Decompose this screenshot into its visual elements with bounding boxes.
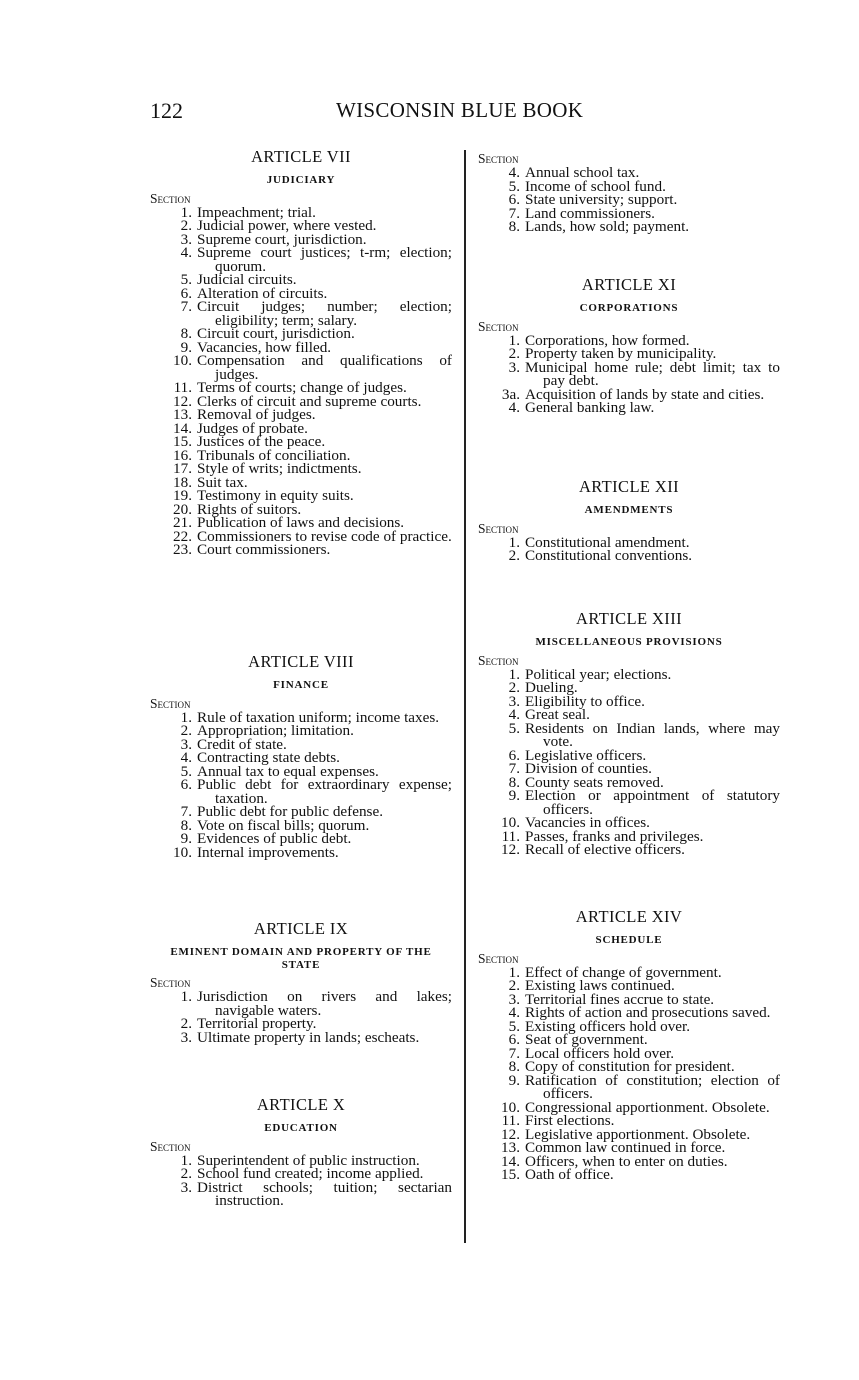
section-text: Legislative apportionment. Obsolete. <box>525 1125 751 1143</box>
section-text: Judges of probate. <box>197 419 308 437</box>
section-text: Vacancies, how filled. <box>197 338 332 356</box>
section-list <box>478 963 780 1183</box>
section-text: Officers, when to enter on duties. <box>525 1152 728 1170</box>
section-text: Recall of elective officers. <box>525 841 685 858</box>
section-label: Section <box>150 695 191 711</box>
article-block-article-xiii <box>478 610 780 857</box>
section-text: Circuit court, jurisdiction. <box>197 325 355 342</box>
section-number: 10. <box>501 1098 520 1116</box>
section-list <box>478 166 780 234</box>
section-number: 3. <box>180 230 192 248</box>
section-text: Copy of constitution for president. <box>525 1058 735 1075</box>
section-text: Division of counties. <box>525 760 652 777</box>
section-number: 16. <box>173 446 192 464</box>
section-number: 11. <box>501 827 520 845</box>
section-text: Public debt for public defense. <box>197 803 383 820</box>
article-block-article-xi <box>478 276 780 415</box>
section-number: 1. <box>180 203 192 221</box>
section-text: Great seal. <box>525 706 590 723</box>
section-text: Rights of action and prosecutions saved. <box>525 1004 771 1021</box>
section-text: Constitutional conventions. <box>525 547 693 564</box>
section-number: 11. <box>501 1112 520 1129</box>
section-number: 2. <box>180 722 192 739</box>
section-text: Alteration of circuits. <box>197 284 328 302</box>
section-text: Seat of government. <box>525 1031 648 1048</box>
section-label: Section <box>478 318 519 334</box>
article-subtitle: MISCELLANEOUS PROVISIONS <box>535 636 723 648</box>
section-text: Rule of taxation uniform; income taxes. <box>197 708 440 726</box>
article-title: ARTICLE VIII <box>248 652 354 671</box>
section-number: 4. <box>180 749 192 766</box>
section-number: 7. <box>508 1044 520 1062</box>
section-item <box>478 1098 780 1116</box>
section-text: Ultimate property in lands; escheats. <box>197 1028 420 1046</box>
section-number: 3. <box>180 735 192 753</box>
section-number: 20. <box>173 500 192 518</box>
section-item <box>478 549 780 563</box>
section-number: 15. <box>173 433 192 450</box>
article-subtitle: SCHEDULE <box>595 934 663 946</box>
section-number: 1. <box>180 1151 192 1169</box>
section-number: 8. <box>180 816 192 834</box>
section-number: 8. <box>508 773 520 791</box>
section-text: Supreme court, jurisdiction. <box>197 230 367 248</box>
section-number: 11. <box>173 379 192 396</box>
section-text: Ratification of constitution; election of officers. <box>525 1071 780 1102</box>
section-number: 1. <box>508 331 520 349</box>
section-text: Supreme court justices; t‐rm; election; quorum. <box>197 244 452 275</box>
section-item <box>478 692 780 710</box>
section-item <box>150 1028 452 1046</box>
section-text: Corporations, how formed. <box>525 331 690 349</box>
section-number: 1. <box>508 665 520 683</box>
section-text: State university; support. <box>525 191 678 208</box>
section-list <box>150 1151 452 1209</box>
section-text: Effect of change of government. <box>525 963 722 981</box>
section-number: 7. <box>508 204 520 222</box>
section-text: Publication of laws and decisions. <box>197 514 405 531</box>
section-item <box>478 665 780 683</box>
section-text: Removal of judges. <box>197 406 316 423</box>
section-number: 1. <box>180 708 192 726</box>
section-number: 9. <box>180 830 192 847</box>
article-block-article-xiv <box>478 908 780 1182</box>
section-text: Income of school fund. <box>525 177 666 195</box>
section-number: 10. <box>173 352 192 369</box>
section-text: Justices of the peace. <box>197 433 326 450</box>
section-text: County seats removed. <box>525 773 664 791</box>
section-number: 3. <box>508 692 520 710</box>
section-list <box>478 331 780 416</box>
article-subtitle: CORPORATIONS <box>579 302 679 314</box>
section-label: Section <box>478 520 519 536</box>
section-text: Credit of state. <box>197 735 287 753</box>
section-text: Appropriation; limitation. <box>197 722 354 739</box>
section-number: 12. <box>173 392 192 410</box>
section-number: 1. <box>180 988 192 1005</box>
section-number: 13. <box>501 1139 520 1156</box>
article-block-article-ix <box>150 920 452 1044</box>
section-item <box>150 462 452 476</box>
section-number: 21. <box>173 514 192 531</box>
section-item <box>478 1152 780 1170</box>
section-text: Commissioners to revise code of practice. <box>197 527 452 545</box>
section-text: Public debt for extraordinary expense; taxation. <box>197 776 452 807</box>
section-text: Legislative officers. <box>525 746 647 764</box>
article-title: ARTICLE XIV <box>575 907 683 926</box>
section-number: 19. <box>173 487 192 504</box>
section-text: District schools; tuition; sectarian instruction. <box>197 1178 452 1209</box>
section-number: 12. <box>501 841 520 858</box>
section-number: 13. <box>173 406 192 423</box>
article-subtitle: JUDICIARY <box>266 174 336 186</box>
section-text: Territorial fines accrue to state. <box>525 990 715 1008</box>
section-number: 22. <box>173 527 192 545</box>
article-block-continued <box>478 152 780 234</box>
section-text: Annual tax to equal expenses. <box>197 762 379 780</box>
section-number: 6. <box>508 746 520 764</box>
section-item <box>150 489 452 503</box>
article-block-article-xii <box>478 478 780 563</box>
section-item <box>150 724 452 738</box>
section-text: Judicial circuits. <box>197 271 297 288</box>
section-text: Tribunals of conciliation. <box>197 446 351 464</box>
section-item <box>150 778 452 805</box>
section-item <box>150 1178 452 1209</box>
section-label: Section <box>150 1138 191 1154</box>
section-number: 2. <box>508 547 520 564</box>
section-text: Rights of suitors. <box>197 500 302 518</box>
section-text: Municipal home rule; debt limit; tax to pay debt. <box>525 358 780 389</box>
section-number: 6. <box>180 776 192 793</box>
section-number: 9. <box>180 338 192 356</box>
section-number: 18. <box>173 473 192 491</box>
section-number: 6. <box>508 191 520 208</box>
section-number: 2. <box>508 977 520 994</box>
section-label: Section <box>150 190 191 206</box>
section-text: Local officers hold over. <box>525 1044 675 1062</box>
section-item <box>150 990 452 1017</box>
article-block-article-x <box>150 1096 452 1208</box>
section-number: 6. <box>180 284 192 302</box>
section-text: Vacancies in offices. <box>525 814 650 831</box>
section-item <box>150 843 452 861</box>
section-text: Political year; elections. <box>525 665 672 683</box>
article-subtitle: AMENDMENTS <box>584 504 674 516</box>
section-label: Section <box>150 975 191 990</box>
section-list <box>150 708 452 861</box>
section-item <box>478 220 780 234</box>
section-text: Common law continued in force. <box>525 1139 726 1156</box>
section-number: 4. <box>180 244 192 261</box>
section-number: 9. <box>508 1071 520 1089</box>
section-text: Territorial property. <box>197 1015 317 1032</box>
page-header <box>150 98 600 128</box>
section-number: 2. <box>508 345 520 362</box>
section-number: 4. <box>508 164 520 181</box>
section-number: 6. <box>508 1031 520 1048</box>
section-number: 2. <box>508 679 520 696</box>
article-title: ARTICLE XII <box>578 477 680 496</box>
section-number: 5. <box>508 177 520 195</box>
section-text: Existing laws continued. <box>525 977 675 994</box>
section-number: 15. <box>501 1166 520 1183</box>
section-item <box>478 1071 780 1102</box>
section-label: Section <box>478 950 519 966</box>
section-item <box>150 354 452 381</box>
section-item <box>150 246 452 273</box>
section-text: Suit tax. <box>197 473 248 491</box>
section-number: 17. <box>173 460 192 477</box>
section-number: 10. <box>173 843 192 861</box>
section-text: Superintendent of public instruction. <box>197 1151 420 1169</box>
section-text: School fund created; income applied. <box>197 1165 424 1182</box>
section-list <box>150 990 452 1044</box>
column-divider <box>464 150 466 1243</box>
section-number: 7. <box>508 760 520 777</box>
section-number: 8. <box>508 1058 520 1075</box>
article-title: ARTICLE XIII <box>576 609 682 628</box>
section-text: Passes, franks and privileges. <box>525 827 704 845</box>
section-text: Oath of office. <box>525 1166 614 1183</box>
section-text: Eligibility to office. <box>525 692 645 710</box>
section-number: 23. <box>173 541 192 558</box>
section-number: 2. <box>180 1015 192 1032</box>
section-text: Property taken by municipality. <box>525 345 717 362</box>
section-number: 3. <box>508 358 520 376</box>
section-number: 14. <box>501 1152 520 1170</box>
section-list <box>478 533 780 564</box>
article-title: ARTICLE VII <box>251 147 351 166</box>
section-item <box>478 358 780 389</box>
section-text: Impeachment; trial. <box>197 203 316 221</box>
article-subtitle: EDUCATION <box>264 1122 338 1134</box>
section-text: Acquisition of lands by state and cities. <box>525 385 765 403</box>
section-text: First elections. <box>525 1112 615 1129</box>
section-number: 3. <box>180 1178 192 1196</box>
section-item <box>150 300 452 327</box>
section-item <box>478 843 780 857</box>
book-title: WISCONSIN BLUE BOOK <box>336 98 584 122</box>
section-text: Internal improvements. <box>197 843 339 861</box>
section-number: 5. <box>180 762 192 780</box>
section-text: Testimony in equity suits. <box>197 487 354 504</box>
article-block-article-viii <box>150 653 452 859</box>
article-block-article-vii <box>150 148 452 557</box>
article-subtitle: FINANCE <box>273 679 329 691</box>
section-text: Existing officers hold over. <box>525 1017 691 1035</box>
section-text: Vote on fiscal bills; quorum. <box>197 816 370 834</box>
section-number: 3. <box>180 1028 192 1046</box>
section-number: 5. <box>180 271 192 288</box>
section-number: 4. <box>508 1004 520 1021</box>
section-text: Jurisdiction on rivers and lakes; navigable waters. <box>197 988 452 1019</box>
section-text: Constitutional amendment. <box>525 533 690 551</box>
section-list <box>150 203 452 558</box>
section-number: 7. <box>180 298 192 315</box>
section-text: Terms of courts; change of judges. <box>197 379 407 396</box>
section-text: Style of writs; indictments. <box>197 460 362 477</box>
section-number: 3. <box>508 990 520 1008</box>
section-number: 4. <box>508 706 520 723</box>
section-text: Clerks of circuit and supreme courts. <box>197 392 422 410</box>
section-text: Evidences of public debt. <box>197 830 352 847</box>
section-number: 10. <box>501 814 520 831</box>
section-text: Land commissioners. <box>525 204 655 222</box>
section-text: Election or appointment of statutory officers. <box>525 787 780 818</box>
section-number: 8. <box>508 218 520 235</box>
section-text: Congressional apportionment. Obsolete. <box>525 1098 770 1116</box>
section-item <box>478 401 780 415</box>
section-number: 2. <box>180 1165 192 1182</box>
section-text: Compensation and qualifications of judges. <box>197 352 452 383</box>
section-number: 8. <box>180 325 192 342</box>
section-text: Circuit judges; number; election; eligibility; term; salary. <box>197 298 452 329</box>
section-number: 4. <box>508 399 520 416</box>
section-number: 2. <box>180 217 192 234</box>
section-text: Lands, how sold; payment. <box>525 218 690 235</box>
section-text: Annual school tax. <box>525 164 640 181</box>
section-number: 9. <box>508 787 520 804</box>
section-number: 14. <box>173 419 192 437</box>
page-number: 122 <box>150 98 183 123</box>
section-number: 7. <box>180 803 192 820</box>
section-item <box>150 543 452 557</box>
section-text: Court commissioners. <box>197 541 331 558</box>
section-item <box>478 1168 780 1182</box>
section-number: 12. <box>501 1125 520 1143</box>
section-number: 1. <box>508 963 520 981</box>
section-text: Contracting state debts. <box>197 749 340 766</box>
article-title: ARTICLE IX <box>253 919 349 938</box>
section-text: Judicial power, where vested. <box>197 217 377 234</box>
section-number: 5. <box>508 1017 520 1035</box>
article-title: ARTICLE X <box>256 1095 346 1114</box>
section-item <box>478 719 780 750</box>
section-label: Section <box>478 652 519 668</box>
section-item <box>478 789 780 816</box>
section-label: Section <box>478 151 519 166</box>
section-list <box>478 665 780 858</box>
section-number: 1. <box>508 533 520 551</box>
section-text: Dueling. <box>525 679 578 696</box>
section-text: General banking law. <box>525 399 655 416</box>
section-number: 5. <box>508 719 520 737</box>
article-title: ARTICLE XI <box>581 275 677 294</box>
section-number: 3a. <box>501 385 520 403</box>
article-subtitle: EMINENT DOMAIN AND PROPERTY OF THE STATE <box>170 946 432 971</box>
section-text: Residents on Indian lands, where may vote. <box>525 719 780 750</box>
